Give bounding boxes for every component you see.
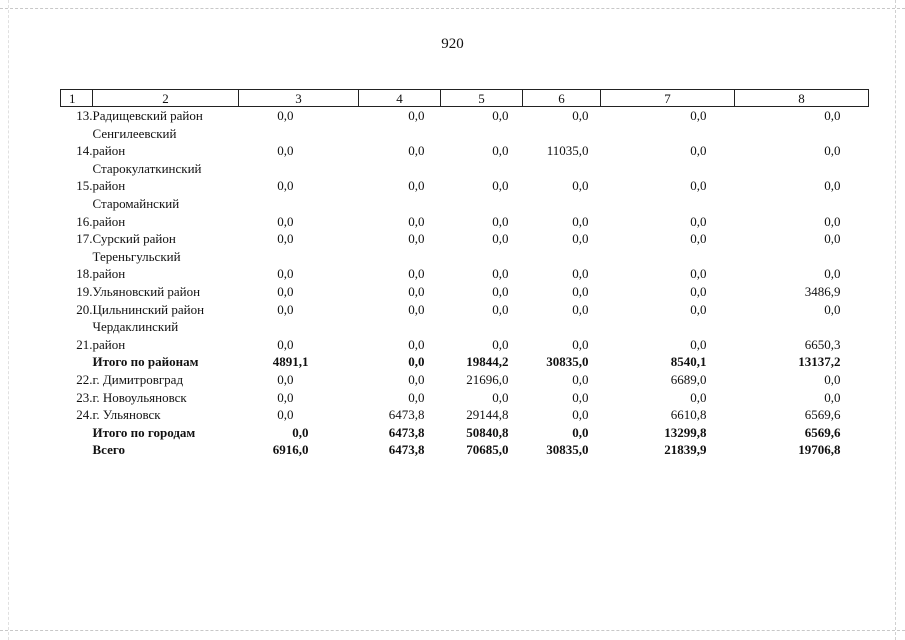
column-header: 5 — [441, 90, 523, 107]
cell-col-4: 0,0 — [408, 213, 425, 229]
row-number — [61, 424, 93, 442]
cell-col-5: 21696,0 — [466, 371, 509, 387]
cell-col-5: 29144,8 — [466, 407, 509, 423]
table-header-row — [61, 90, 869, 107]
table-row — [61, 125, 869, 160]
cell-col-7: 8540,1 — [670, 354, 707, 370]
row-name — [93, 195, 239, 230]
cell-col-5: 0,0 — [492, 143, 509, 159]
table-row — [61, 195, 869, 230]
column-header: 2 — [93, 90, 239, 107]
cell-col-5: 0,0 — [492, 178, 509, 194]
row-number: 15. — [76, 178, 93, 194]
row-number: 24. — [76, 407, 93, 423]
cell-col-5: 0,0 — [492, 389, 509, 405]
cell-col-8: 0,0 — [824, 231, 841, 247]
row-number — [61, 441, 93, 459]
cell-col-6: 0,0 — [572, 231, 589, 247]
cell-col-8: 0,0 — [824, 178, 841, 194]
table-row — [61, 248, 869, 283]
cell-col-3: 0,0 — [277, 108, 294, 123]
cell-col-6: 0,0 — [572, 371, 589, 387]
row-name: г. Новоульяновск — [92, 389, 187, 405]
cell-col-3: 0,0 — [277, 371, 294, 387]
cell-col-6: 0,0 — [572, 301, 589, 317]
cell-col-7: 0,0 — [690, 389, 707, 405]
cell-col-8: 0,0 — [824, 266, 841, 282]
cell-col-6: 0,0 — [572, 178, 589, 194]
cell-col-6: 0,0 — [572, 213, 589, 229]
column-header: 8 — [735, 90, 869, 107]
table-row — [61, 107, 869, 125]
row-name — [93, 125, 239, 160]
cell-col-7: 0,0 — [690, 283, 707, 299]
table-row — [61, 230, 869, 248]
cell-col-7: 0,0 — [690, 231, 707, 247]
table-total-row — [61, 441, 869, 459]
cell-col-7: 6610,8 — [670, 407, 707, 423]
cell-col-3: 0,0 — [277, 178, 294, 194]
cell-col-4: 6473,8 — [388, 407, 425, 423]
row-name — [93, 318, 239, 353]
data-table — [60, 89, 869, 459]
scan-edge-left — [8, 0, 10, 640]
cell-col-3: 0,0 — [277, 143, 294, 159]
cell-col-5: 0,0 — [492, 231, 509, 247]
cell-col-8: 3486,9 — [804, 283, 841, 299]
row-name: г. Димитровград — [92, 371, 184, 387]
cell-col-7: 0,0 — [690, 301, 707, 317]
row-number: 16. — [76, 213, 93, 229]
cell-col-4: 6473,8 — [388, 424, 425, 440]
row-name: Всего — [92, 442, 125, 458]
table-row — [61, 301, 869, 319]
cell-col-5: 0,0 — [492, 283, 509, 299]
row-number: 17. — [76, 231, 93, 247]
row-number: 23. — [76, 389, 93, 405]
cell-col-4: 0,0 — [408, 371, 425, 387]
row-name-line1: Старокулаткинский — [92, 160, 202, 176]
row-name-line2: район — [92, 213, 126, 229]
cell-col-8: 0,0 — [824, 143, 841, 159]
cell-col-8: 6569,6 — [804, 424, 841, 440]
scan-edge-bottom — [0, 630, 905, 632]
cell-col-3: 0,0 — [277, 213, 294, 229]
row-number: 22. — [76, 371, 93, 387]
table-row — [61, 160, 869, 195]
row-number: 20. — [76, 301, 93, 317]
row-name: Цильнинский район — [92, 301, 205, 317]
row-name: Сурский район — [92, 231, 176, 247]
cell-col-3: 6916,0 — [272, 442, 309, 458]
row-name-line2: район — [92, 178, 126, 194]
cell-col-6: 0,0 — [572, 407, 589, 423]
cell-col-7: 21839,9 — [664, 442, 707, 458]
cell-col-4: 0,0 — [408, 354, 425, 370]
cell-col-4: 0,0 — [408, 389, 425, 405]
cell-col-4: 0,0 — [408, 336, 425, 352]
row-name-line1: Старомайнский — [92, 195, 180, 211]
cell-col-7: 0,0 — [690, 143, 707, 159]
cell-col-8: 0,0 — [824, 371, 841, 387]
cell-col-5: 19844,2 — [466, 354, 509, 370]
row-number: 13. — [76, 108, 93, 123]
row-number: 21. — [76, 336, 93, 352]
cell-col-8: 6569,6 — [804, 407, 841, 423]
cell-col-3: 0,0 — [277, 336, 294, 352]
cell-col-8: 6650,3 — [804, 336, 841, 352]
row-number: 14. — [76, 143, 93, 159]
cell-col-6: 0,0 — [572, 389, 589, 405]
cell-col-8: 0,0 — [824, 389, 841, 405]
cell-col-3: 0,0 — [277, 266, 294, 282]
cell-col-7: 0,0 — [690, 178, 707, 194]
cell-col-5: 0,0 — [492, 213, 509, 229]
table-row — [61, 318, 869, 353]
column-header: 3 — [239, 90, 359, 107]
row-name: Итого по районам — [92, 354, 199, 370]
cell-col-4: 0,0 — [408, 266, 425, 282]
cell-col-7: 0,0 — [690, 336, 707, 352]
cell-col-7: 0,0 — [690, 108, 707, 123]
cell-col-3: 0,0 — [277, 407, 294, 423]
cell-col-6: 30835,0 — [546, 354, 589, 370]
cell-col-7: 6689,0 — [670, 371, 707, 387]
cell-col-3: 4891,1 — [272, 354, 309, 370]
column-header: 7 — [601, 90, 735, 107]
cell-col-7: 13299,8 — [664, 424, 707, 440]
table-row — [61, 406, 869, 424]
row-name-line1: Сенгилеевский — [92, 125, 177, 141]
cell-col-6: 0,0 — [572, 283, 589, 299]
cell-col-4: 0,0 — [408, 283, 425, 299]
row-name-line1: Тереньгульский — [92, 248, 181, 264]
cell-col-4: 0,0 — [408, 301, 425, 317]
cell-col-5: 70685,0 — [466, 442, 509, 458]
row-name-line2: район — [92, 266, 126, 282]
table-row — [61, 283, 869, 301]
row-name: Итого по городам — [92, 424, 196, 440]
table-total-row — [61, 353, 869, 371]
row-name — [93, 248, 239, 283]
table-total-row — [61, 424, 869, 442]
row-name: Радищевский район — [92, 108, 203, 123]
row-number: 18. — [76, 266, 93, 282]
cell-col-4: 0,0 — [408, 143, 425, 159]
cell-col-3: 0,0 — [277, 283, 294, 299]
scan-edge-right — [895, 0, 897, 640]
cell-col-5: 0,0 — [492, 108, 509, 123]
cell-col-6: 0,0 — [572, 424, 589, 440]
cell-col-4: 0,0 — [408, 178, 425, 194]
scan-edge-top — [0, 8, 905, 10]
cell-col-5: 50840,8 — [466, 424, 509, 440]
cell-col-3: 0,0 — [277, 301, 294, 317]
row-name-line2: район — [92, 143, 126, 159]
page-number: 920 — [441, 36, 464, 52]
cell-col-6: 0,0 — [572, 108, 589, 123]
row-number — [61, 353, 93, 371]
cell-col-7: 0,0 — [690, 213, 707, 229]
cell-col-8: 19706,8 — [798, 442, 841, 458]
row-number: 19. — [76, 283, 93, 299]
row-name-line1: Чердаклинский — [92, 319, 179, 335]
cell-col-3: 0,0 — [292, 424, 309, 440]
cell-col-7: 0,0 — [690, 266, 707, 282]
row-name-line2: район — [92, 336, 126, 352]
cell-col-8: 0,0 — [824, 108, 841, 123]
table-row — [61, 389, 869, 407]
row-name: г. Ульяновск — [92, 407, 161, 423]
cell-col-5: 0,0 — [492, 336, 509, 352]
table-body — [61, 107, 869, 459]
row-name — [93, 160, 239, 195]
column-header: 1 — [61, 90, 93, 107]
cell-col-4: 0,0 — [408, 231, 425, 247]
column-header: 4 — [359, 90, 441, 107]
cell-col-6: 30835,0 — [546, 442, 589, 458]
table-row — [61, 371, 869, 389]
cell-col-4: 6473,8 — [388, 442, 425, 458]
column-header: 6 — [523, 90, 601, 107]
cell-col-8: 0,0 — [824, 213, 841, 229]
cell-col-8: 13137,2 — [798, 354, 841, 370]
cell-col-4: 0,0 — [408, 108, 425, 123]
cell-col-6: 0,0 — [572, 336, 589, 352]
cell-col-6: 11035,0 — [546, 143, 589, 159]
cell-col-8: 0,0 — [824, 301, 841, 317]
cell-col-3: 0,0 — [277, 231, 294, 247]
cell-col-6: 0,0 — [572, 266, 589, 282]
row-name: Ульяновский район — [92, 283, 201, 299]
cell-col-5: 0,0 — [492, 266, 509, 282]
cell-col-3: 0,0 — [277, 389, 294, 405]
cell-col-5: 0,0 — [492, 301, 509, 317]
